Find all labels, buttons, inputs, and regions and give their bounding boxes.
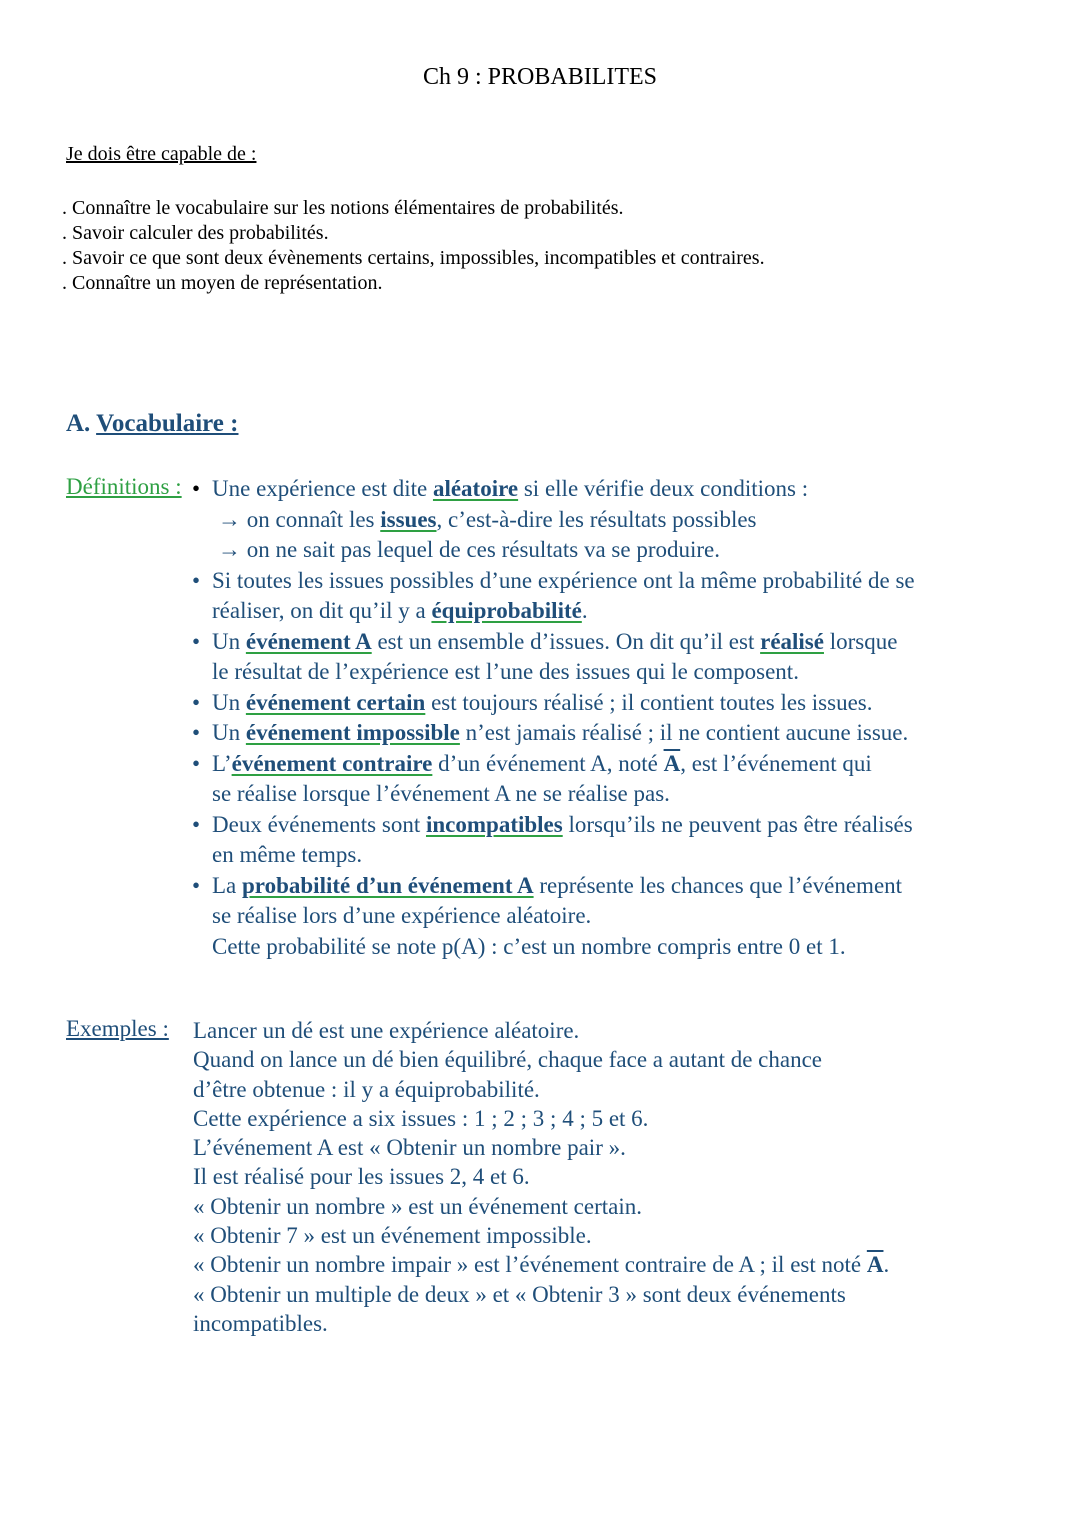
bullet-icon: • xyxy=(192,750,201,776)
bullet-icon: • xyxy=(192,628,201,654)
keyword: probabilité d’un événement A xyxy=(242,872,534,898)
definition-item: • La probabilité d’un événement A représente les chances que l’événement se réalise lors d’une expérience aléatoire. Cette probabilité se note p(A) : c’est un nombre compris entre 0 et 1. xyxy=(192,872,903,959)
section-a-prefix: A. xyxy=(66,410,97,437)
example-line: « Obtenir 7 » est un événement impossible. xyxy=(193,1223,592,1249)
bullet-icon: • xyxy=(192,689,201,715)
arrow-icon: → xyxy=(218,537,241,562)
example-line: Il est réalisé pour les issues 2, 4 et 6. xyxy=(193,1164,530,1190)
examples-block xyxy=(193,1016,1013,1338)
definition-item: • Un événement certain est toujours réalisé ; il contient toutes les issues. xyxy=(192,688,1012,719)
objective-item: . Savoir ce que sont deux évènements certains, impossibles, incompatibles et contraires. xyxy=(62,247,765,269)
keyword: événement contraire xyxy=(231,750,433,776)
objective-item: . Savoir calculer des probabilités. xyxy=(62,222,329,244)
objective-item: . Connaître le vocabulaire sur les notions élémentaires de probabilités. xyxy=(62,197,624,219)
example-line: L’événement A est « Obtenir un nombre pair ». xyxy=(193,1135,626,1161)
example-line: « Obtenir un nombre impair » est l’événement contraire de A ; il est noté $\overline{A}$. xyxy=(193,1252,890,1278)
section-a-heading xyxy=(66,410,238,438)
bullet-icon: • xyxy=(192,567,201,593)
definition-item: • Un événement A est un ensemble d’issues. On dit qu’il est réalisé lorsque le résultat de l’expérience est l’une des issues qui le composent. xyxy=(192,628,898,684)
example-line: d’être obtenue : il y a équiprobabilité. xyxy=(193,1076,540,1102)
keyword: équiprobabilité xyxy=(431,598,582,623)
keyword: incompatibles xyxy=(425,811,563,837)
definition-item: • Un événement impossible n’est jamais réalisé ; il ne contient aucune issue. xyxy=(192,718,1012,749)
example-line: Cette expérience a six issues : 1 ; 2 ; 3 ; 4 ; 5 et 6. xyxy=(193,1105,649,1131)
bullet-icon: • xyxy=(192,811,201,837)
bullet-icon: • xyxy=(192,476,201,501)
keyword: événement certain xyxy=(245,689,426,715)
keyword: événement impossible xyxy=(245,720,460,745)
a-bar-notation: $\overline{A}$ xyxy=(866,1252,884,1278)
chapter-title: Ch 9 : PROBABILITES xyxy=(422,64,658,90)
example-line: « Obtenir un multiple de deux » et « Obtenir 3 » sont deux événements xyxy=(193,1281,846,1307)
definition-item: • L’événement contraire d’un événement A, noté $\overline{A}$, est l’événement qui se réalise lorsque l’événement A ne se réalise pas. xyxy=(192,750,872,806)
bullet-icon: • xyxy=(192,720,201,745)
example-line: Quand on lance un dé bien équilibré, chaque face a autant de chance xyxy=(193,1047,822,1073)
definition-item: • Une expérience est dite aléatoire si elle vérifie deux conditions : xyxy=(192,474,1012,505)
example-line: Lancer un dé est une expérience aléatoire. xyxy=(193,1018,580,1043)
definition-subitem: → on connaît les issues, c’est-à-dire les résultats possibles xyxy=(218,506,757,532)
examples-label: Exemples : xyxy=(66,1016,169,1041)
arrow-icon: → xyxy=(218,506,241,532)
example-line: « Obtenir un nombre » est un événement certain. xyxy=(193,1193,642,1219)
a-bar-notation: $\overline{A}$ xyxy=(663,750,681,776)
keyword: aléatoire xyxy=(432,476,519,501)
definition-subitem: → on ne sait pas lequel de ces résultats va se produire. xyxy=(218,537,721,562)
keyword: réalisé xyxy=(760,628,824,654)
definition-item: • Deux événements sont incompatibles lorsqu’ils ne peuvent pas être réalisés en même temps. xyxy=(192,811,913,867)
definitions-block xyxy=(192,474,1012,962)
keyword: événement A xyxy=(245,628,372,654)
keyword: issues xyxy=(380,506,437,532)
bullet-icon: • xyxy=(192,872,201,898)
objective-item: . Connaître un moyen de représentation. xyxy=(62,272,383,294)
definitions-label: Définitions : xyxy=(66,474,182,499)
example-line: incompatibles. xyxy=(193,1310,328,1336)
objectives-list xyxy=(62,196,765,296)
objectives-heading: Je dois être capable de : xyxy=(66,143,257,165)
section-a-title: Vocabulaire : xyxy=(96,410,239,437)
definition-item: • Si toutes les issues possibles d’une expérience ont la même probabilité de se réaliser, on dit qu’il y a équiprobabilité. xyxy=(192,567,915,623)
